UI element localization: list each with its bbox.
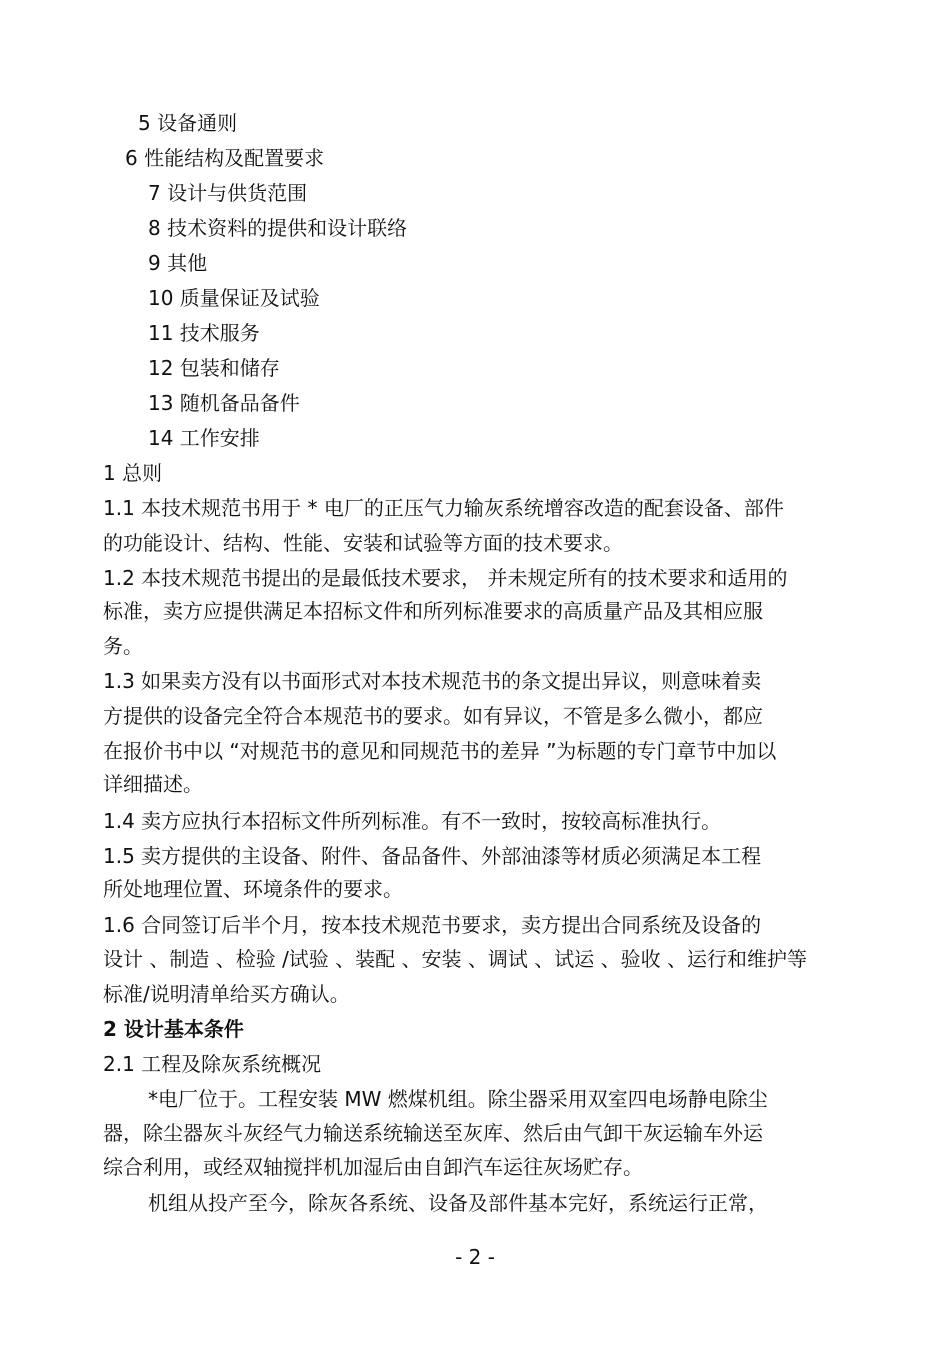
paragraph-line: 详细描述。 <box>103 772 203 796</box>
paragraph-line: 务。 <box>103 634 143 658</box>
toc-item: 5 设备通则 <box>138 111 238 135</box>
paragraph-line: 1.1 本技术规范书用于 * 电厂的正压气力输灰系统增容改造的配套设备、部件 <box>103 496 784 520</box>
toc-item: 12 包装和储存 <box>148 356 280 380</box>
paragraph-line: 设计 、制造 、检验 /试验 、装配 、安装 、调试 、试运 、验收 、运行和维护等 <box>103 947 807 971</box>
paragraph-line: 1.2 本技术规范书提出的是最低技术要求， 并未规定所有的技术要求和适用的 <box>103 566 788 590</box>
paragraph-line: 在报价书中以 “对规范书的意见和同规范书的差异 ”为标题的专门章节中加以 <box>103 739 777 763</box>
paragraph-line: 机组从投产至今，除灰各系统、设备及部件基本完好，系统运行正常， <box>148 1191 768 1215</box>
paragraph-line: 1.3 如果卖方没有以书面形式对本技术规范书的条文提出异议，则意味着卖 <box>103 669 762 693</box>
paragraph-line: 标准/说明清单给买方确认。 <box>103 982 350 1006</box>
toc-item: 13 随机备品备件 <box>148 391 300 415</box>
toc-item: 10 质量保证及试验 <box>148 286 320 310</box>
toc-item: 14 工作安排 <box>148 426 260 450</box>
toc-item: 9 其他 <box>148 251 208 275</box>
paragraph-line: 方提供的设备完全符合本规范书的要求。如有异议，不管是多么微小，都应 <box>103 704 763 728</box>
paragraph-line: *电厂位于。工程安装 MW 燃煤机组。除尘器采用双室四电场静电除尘 <box>148 1087 768 1111</box>
section-heading: 2 设计基本条件 <box>103 1017 244 1041</box>
paragraph-line: 1.4 卖方应执行本招标文件所列标准。有不一致时，按较高标准执行。 <box>103 809 722 833</box>
toc-item: 8 技术资料的提供和设计联络 <box>148 216 408 240</box>
toc-item: 6 性能结构及配置要求 <box>125 146 325 170</box>
paragraph-line: 1.5 卖方提供的主设备、附件、备品备件、外部油漆等材质必须满足本工程 <box>103 844 762 868</box>
subsection-heading: 2.1 工程及除灰系统概况 <box>103 1052 322 1076</box>
paragraph-line: 的功能设计、结构、性能、安装和试验等方面的技术要求。 <box>103 531 623 555</box>
paragraph-line: 所处地理位置、环境条件的要求。 <box>103 877 403 901</box>
toc-item: 7 设计与供货范围 <box>148 181 308 205</box>
page-number: - 2 - <box>455 1245 495 1269</box>
paragraph-line: 标准，卖方应提供满足本招标文件和所列标准要求的高质量产品及其相应服 <box>103 599 763 623</box>
paragraph-line: 器，除尘器灰斗灰经气力输送系统输送至灰库、然后由气卸干灰运输车外运 <box>103 1121 763 1145</box>
paragraph-line: 1.6 合同签订后半个月，按本技术规范书要求，卖方提出合同系统及设备的 <box>103 913 762 937</box>
paragraph-line: 综合利用，或经双轴搅拌机加湿后由自卸汽车运往灰场贮存。 <box>103 1155 643 1179</box>
section-heading: 1 总则 <box>103 461 163 485</box>
toc-item: 11 技术服务 <box>148 321 260 345</box>
